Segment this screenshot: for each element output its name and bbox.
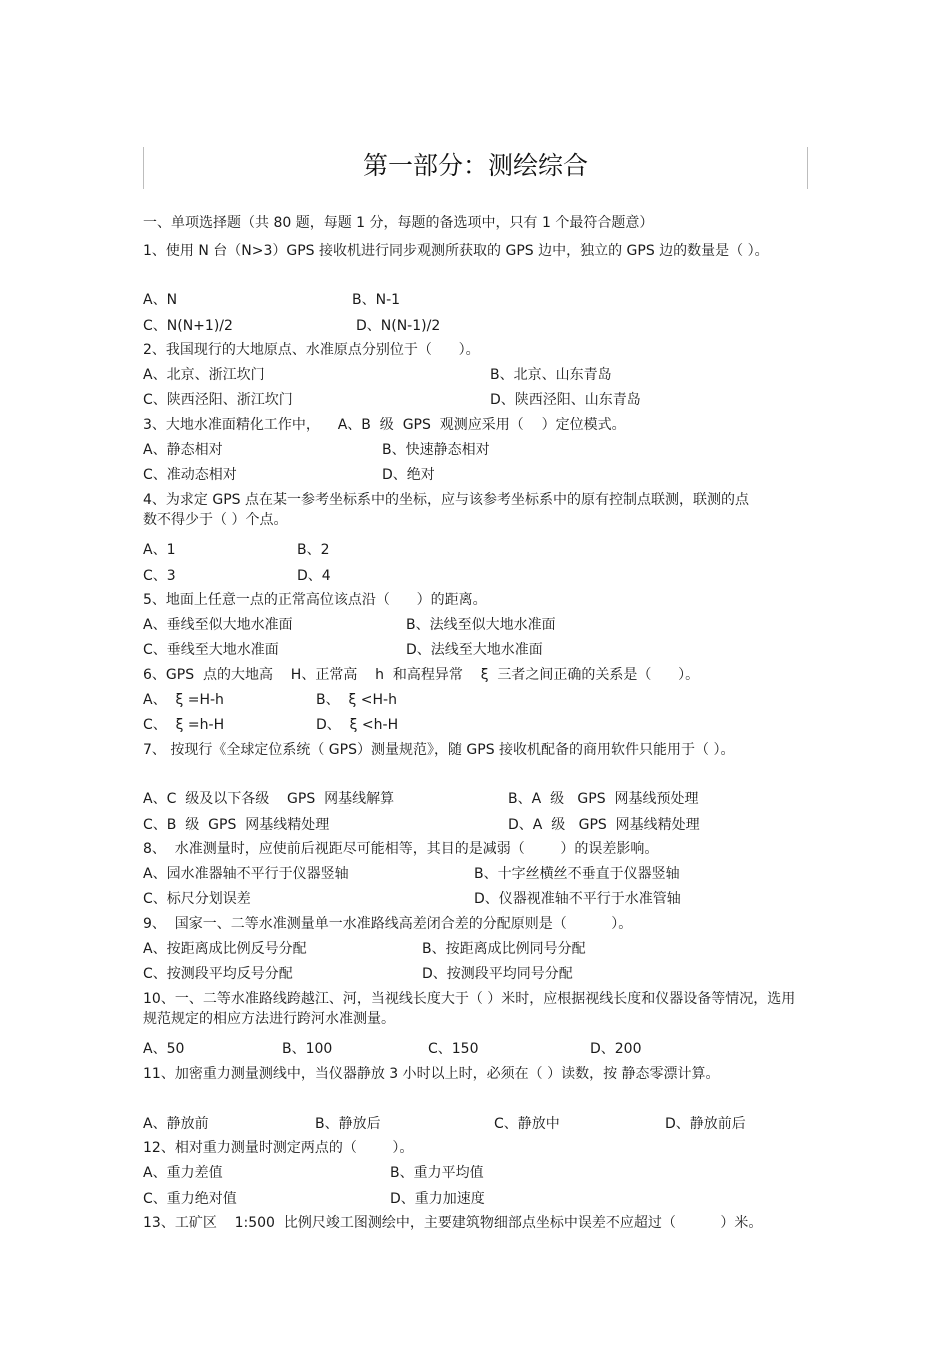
question-11: 11、加密重力测量测线中，当仪器静放 3 小时以上时，必须在（ ）读数，按 静态零漂计算。 <box>143 1066 720 1082</box>
option-1d: D、N(N-1)/2 <box>356 318 441 334</box>
option-3b: B、快速静态相对 <box>382 442 490 458</box>
option-11b: B、静放后 <box>315 1116 381 1132</box>
question-12: 12、相对重力测量时测定两点的（ ）。 <box>143 1140 414 1156</box>
option-3a: A、静态相对 <box>143 442 223 458</box>
option-12a: A、重力差值 <box>143 1165 223 1181</box>
option-8d: D、仪器视准轴不平行于水准管轴 <box>474 891 681 907</box>
option-11a: A、静放前 <box>143 1116 209 1132</box>
option-12d: D、重力加速度 <box>390 1191 485 1207</box>
option-5a: A、垂线至似大地水准面 <box>143 617 293 633</box>
option-2c: C、陕西泾阳、浙江坎门 <box>143 392 293 408</box>
option-5d: D、法线至大地水准面 <box>406 642 543 658</box>
option-7c: C、B 级 GPS 网基线精处理 <box>143 817 330 833</box>
section-header: 一、单项选择题（共 80 题，每题 1 分，每题的备选项中，只有 1 个最符合题意） <box>143 215 654 231</box>
question-7: 7、 按现行《全球定位系统（ GPS）测量规范》，随 GPS 接收机配备的商用软件只能用于（ ）。 <box>143 742 735 758</box>
option-6c: C、 ξ =h-H <box>143 717 225 733</box>
option-11d: D、静放前后 <box>665 1116 746 1132</box>
option-9d: D、按测段平均同号分配 <box>422 966 573 982</box>
option-7b: B、A 级 GPS 网基线预处理 <box>508 791 699 807</box>
question-8: 8、 水准测量时，应使前后视距尽可能相等，其目的是减弱（ ）的误差影响。 <box>143 841 659 857</box>
option-10a: A、50 <box>143 1041 185 1057</box>
page-title: 第一部分：测绘综合 <box>362 151 588 180</box>
option-9b: B、按距离成比例同号分配 <box>422 941 586 957</box>
question-3: 3、大地水准面精化工作中， A、B 级 GPS 观测应采用（ ）定位模式。 <box>143 417 626 433</box>
option-6d: D、 ξ <h-H <box>316 717 399 733</box>
option-10d: D、200 <box>590 1041 642 1057</box>
option-4c: C、3 <box>143 568 176 584</box>
option-5b: B、法线至似大地水准面 <box>406 617 556 633</box>
option-12b: B、重力平均值 <box>390 1165 484 1181</box>
option-10c: C、150 <box>428 1041 479 1057</box>
option-2d: D、陕西泾阳、山东青岛 <box>490 392 641 408</box>
option-7d: D、A 级 GPS 网基线精处理 <box>508 817 700 833</box>
question-6: 6、GPS 点的大地高 H、正常高 h 和高程异常 ξ 三者之间正确的关系是（ ）。 <box>143 667 700 683</box>
option-1b: B、N-1 <box>352 292 401 308</box>
option-2b: B、北京、山东青岛 <box>490 367 612 383</box>
question-13: 13、工矿区 1:500 比例尺竣工图测绘中，主要建筑物细部点坐标中误差不应超过（ ）米。 <box>143 1215 763 1231</box>
option-3c: C、准动态相对 <box>143 467 237 483</box>
option-4b: B、2 <box>297 542 330 558</box>
option-5c: C、垂线至大地水准面 <box>143 642 279 658</box>
option-4d: D、4 <box>297 568 331 584</box>
option-8a: A、园水准器轴不平行于仪器竖轴 <box>143 866 349 882</box>
option-3d: D、绝对 <box>382 467 435 483</box>
question-5: 5、地面上任意一点的正常高位该点沿（ ）的距离。 <box>143 592 487 608</box>
question-10: 10、一、二等水准路线跨越江、河，当视线长度大于（ ）米时，应根据视线长度和仪器设备等情况，选用规范规定的相应方法进行跨河水准测量。 <box>143 991 796 1027</box>
option-1a: A、N <box>143 292 178 308</box>
option-1c: C、N(N+1)/2 <box>143 318 233 334</box>
option-8c: C、标尺分划误差 <box>143 891 251 907</box>
option-2a: A、北京、浙江坎门 <box>143 367 265 383</box>
option-6b: B、 ξ <H-h <box>316 692 397 708</box>
title-box <box>143 147 808 189</box>
question-2: 2、我国现行的大地原点、水准原点分别位于（ ）。 <box>143 342 480 358</box>
option-9a: A、按距离成比例反号分配 <box>143 941 307 957</box>
option-11c: C、静放中 <box>494 1116 560 1132</box>
option-4a: A、1 <box>143 542 176 558</box>
option-6a: A、 ξ =H-h <box>143 692 224 708</box>
option-10b: B、100 <box>282 1041 333 1057</box>
option-7a: A、C 级及以下各级 GPS 网基线解算 <box>143 791 395 807</box>
question-4: 4、为求定 GPS 点在某一参考坐标系中的坐标，应与该参考坐标系中的原有控制点联测，联测的点数不得少于（ ）个点。 <box>143 492 749 528</box>
question-9: 9、 国家一、二等水准测量单一水准路线高差闭合差的分配原则是（ ）。 <box>143 916 633 932</box>
question-1: 1、使用 N 台（N>3）GPS 接收机进行同步观测所获取的 GPS 边中，独立的 GPS 边的数量是（ ）。 <box>143 243 769 259</box>
option-8b: B、十字丝横丝不垂直于仪器竖轴 <box>474 866 680 882</box>
option-9c: C、按测段平均反号分配 <box>143 966 293 982</box>
option-12c: C、重力绝对值 <box>143 1191 237 1207</box>
